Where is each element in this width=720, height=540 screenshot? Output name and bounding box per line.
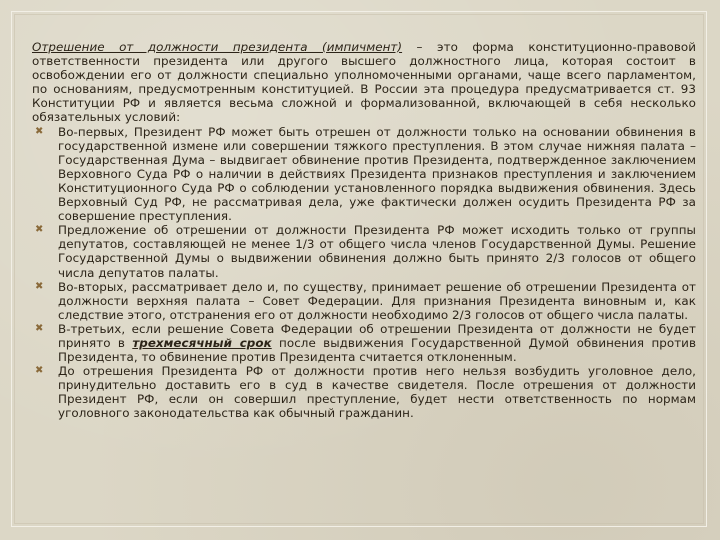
x-bullet-icon: ✖ [35, 322, 44, 334]
slide-content [32, 40, 696, 421]
list-item-text: Во-вторых, рассматривает дело и, по существу, принимает решение об отрешении Президента от должности верхняя палата – Совет Федерации. Для признания Президента виновным и, как следствие этого, отстранения его от должности необходимо 2/3 голосов от общего числа палаты. [58, 279, 696, 322]
list-item [32, 364, 696, 420]
defined-term: Отрешение от должности президента (импичмент) [32, 40, 403, 54]
list-item-text-end: после выдвижения Государственной Думой обвинения против Президента, то обвинение против Президента считается отклоненным. [58, 335, 697, 365]
x-bullet-icon: ✖ [35, 224, 44, 236]
list-item-text: До отрешения Президента РФ от должности против него нельзя возбудить уголовное дело, принудительно доставить его в суд в качестве свидетеля. После отрешения от должности Президент РФ, если он совершил преступление, будет нести ответственность по нормам уголовного законодательства как обычный гражданин. [58, 364, 696, 421]
x-bullet-icon: ✖ [35, 365, 44, 377]
list-item [32, 280, 696, 322]
x-bullet-icon: ✖ [35, 125, 44, 137]
x-bullet-icon: ✖ [35, 280, 44, 292]
list-item-text-start: В-третьих, если решение Совета Федерации об отрешении Президента от должности не будет принято в [58, 321, 696, 350]
list-item [32, 125, 696, 224]
list-item-text: Предложение об отрешении от должности Президента РФ может исходить только от группы депутатов, составляющей не менее 1/3 от общего числа членов Государственной Думы. Решение Государственной Думы о выдвижении обвинения должно быть принято 2/3 голосов от общего числа депутатов палаты. [58, 223, 696, 280]
emphasized-phrase: трехмесячный срок [132, 335, 272, 350]
intro-paragraph [32, 40, 696, 125]
conditions-list [32, 125, 696, 421]
list-item [32, 223, 696, 279]
list-item-text: Во-первых, Президент РФ может быть отрешен от должности только на основании обвинения в государственной измене или совершении тяжкого преступления. В этом случае нижняя палата – Государственная Дума – выдвигает обвинение против Президента, подтвержденное заключением Верховного Суда РФ о наличии в действиях Президента признаков преступления и заключением Конституционного Суда РФ о соблюдении установленного порядка выдвижения обвинения. Здесь Верховный Суд РФ, не рассматривая дела, уже фактически должен осудить Президента РФ за совершение преступления. [58, 124, 696, 224]
intro-text: – это форма конституционно-правовой ответственности президента или другого высшего должностного лица, которая состоит в освобождении его от должности специально уполномоченными органами, чаще всего парламентом, по основаниям, предусмотренным конституцией. В России эта процедура предусматривается ст. 93 Конституции РФ и является весьма сложной и формализованной, включающей в себя несколько обязательных условий: [32, 40, 696, 125]
list-item [32, 322, 696, 364]
